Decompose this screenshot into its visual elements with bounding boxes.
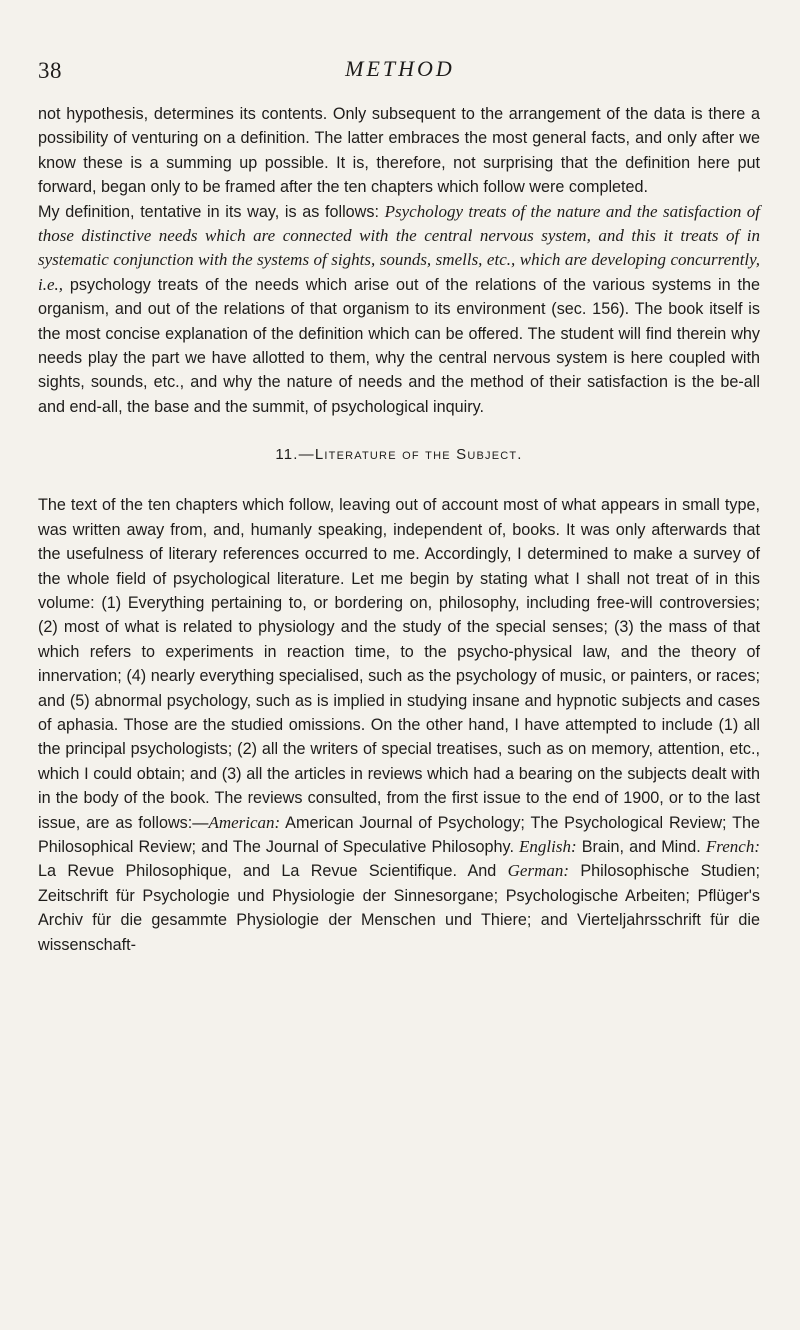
american-list: American Journal of Psychology; The Psychological Review; The Philosophical Review; and The Journal of Speculative Philosophy. — [38, 813, 760, 856]
american-label: American: — [208, 812, 281, 832]
german-label: German: — [507, 861, 570, 881]
page-number: 38 — [38, 58, 62, 83]
section-dash: — — [298, 446, 315, 464]
section-heading — [38, 445, 760, 465]
paragraph-1-text: not hypothesis, determines its contents. Only subsequent to the arrangement of the data is there a possibility of venturing on a definition. The latter embraces the most general facts, and only after we know these is a summing up possible. It is, therefore, not surprising that the definition here put forward, began only to be framed after the ten chapters which follow were completed. — [38, 105, 760, 197]
section-title: Literature of the Subject. — [314, 446, 523, 464]
ie-italic: i.e., — [38, 274, 64, 294]
paragraph-3 — [38, 493, 760, 957]
definition-italic: Psychology treats of the nature and the satisfaction of those distinctive needs which are connected with the central nervous system, and this it treats of in systematic conjunction with the systems of sights, sounds, smells, etc., which are developing concurrently, — [38, 201, 760, 270]
paragraph-2 — [38, 200, 760, 420]
body-text — [38, 102, 760, 957]
section-number: 11. — [275, 446, 299, 464]
paragraph-2-lead: My definition, tentative in its way, is as follows: — [38, 202, 385, 221]
french-label: French: — [705, 836, 760, 856]
english-label: English: — [519, 836, 577, 856]
paragraph-3-main: The text of the ten chapters which follow, leaving out of account most of what appears in small type, was written away from, and, humanly speaking, independent of, books. It was only afterwards that the usefulness of literary references occurred to me. Accordingly, I determined to make a survey of the whole field of psychological literature. Let me begin by stating what I shall not treat of in this volume: (1) Everything pertaining to, or bordering on, philosophy, including free-will controversies; (2) most of what is related to physiology and the study of the special senses; (3) the mass of that which refers to experiments in reaction time, to the psycho-physical law, and the theory of innervation; (4) nearly everything specialised, such as the psychology of music, or painters, or races; and (5) abnormal psychology, such as is implied in studying insane and hypnotic subjects and cases of aphasia. Those are the studied omissions. On the other hand, I have attempted to include (1) all the principal psychologists; (2) all the writers of special treatises, such as on memory, attention, etc., which I could obtain; and (3) all the articles in reviews which had a bearing on the subjects dealt with in the body of the book. The reviews consulted, from the first issue to the end of 1900, or to the last issue, are as follows:— — [38, 496, 760, 832]
english-list: Brain, and Mind. — [576, 837, 706, 856]
paragraph-1 — [38, 102, 760, 200]
french-list: La Revue Philosophique, and La Revue Scientifique. And — [38, 862, 508, 881]
running-head: METHOD — [345, 56, 455, 81]
paragraph-2-rest: psychology treats of the needs which arise out of the relations of the various systems in the organism, and out of the relations of that organism to its environment (sec. 156). The book itself is the most concise explanation of the definition which can be offered. The student will find therein why needs play the part we have allotted to them, why the central nervous system is here coupled with sights, sounds, etc., and why the nature of needs and the method of their satisfaction is the be-all and end-all, the base and the summit, of psychological inquiry. — [38, 275, 760, 416]
german-list: Philosophische Studien; Zeitschrift für Psychologie und Physiologie der Sinnesorgane; Psychologische Arbeiten; Pflüger's Archiv für die gesammte Physiologie der Menschen und Thiere; and Vierteljahrsschrift für die wissenschaft- — [38, 862, 760, 954]
